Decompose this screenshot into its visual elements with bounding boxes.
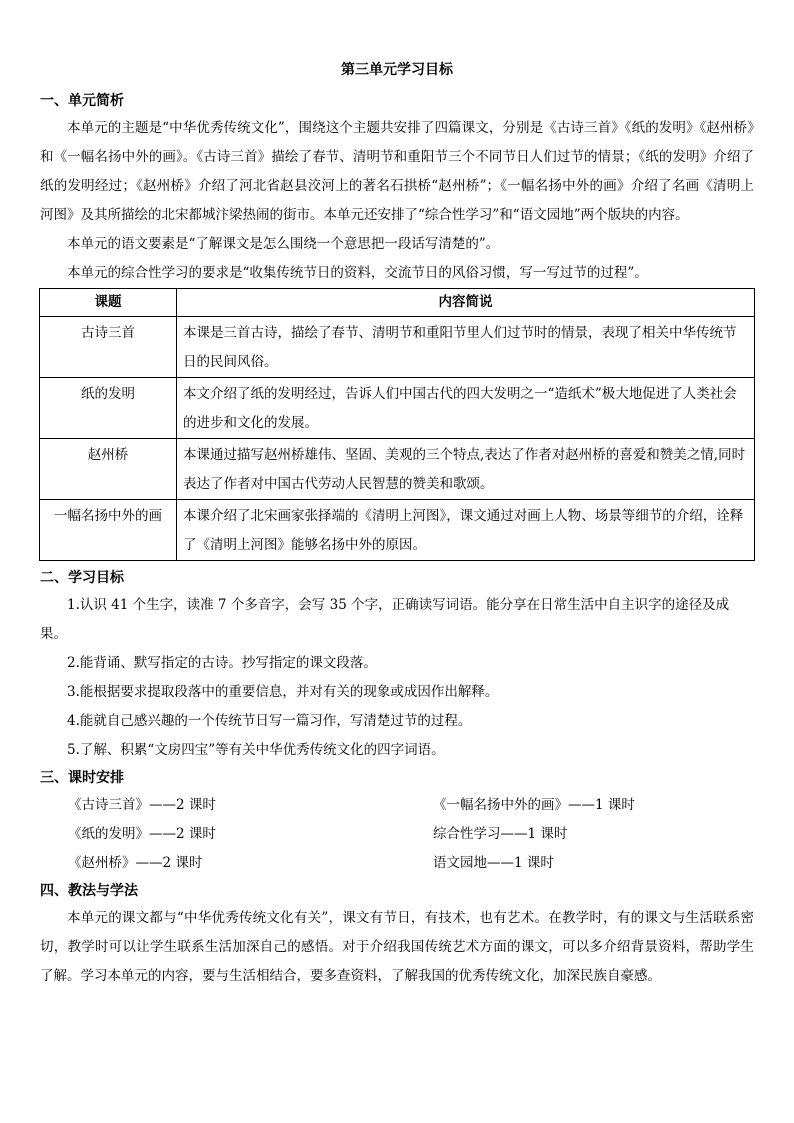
section1-paragraph-1: 本单元的主题是“中华优秀传统文化”，围绕这个主题共安排了四篇课文，分别是《古诗三首》《纸的发明》《赵州桥》和《一幅名扬中外的画》。《古诗三首》描绘了春节、清明节和重阳节三个不同节日人们过节的情景；《纸的发明》介绍了纸的发明经过；《赵州桥》介绍了河北省赵县洨河上的著名石拱桥“赵州桥”；《一幅名扬中外的画》介绍了名画《清明上河图》及其所描绘的北宋都城汴梁热闹的街市。本单元还安排了“综合性学习”和“语文园地”两个版块的内容。 [40, 120, 754, 223]
section1-heading: 一、单元简析 [40, 93, 124, 109]
goal-item: 3.能根据要求提取段落中的重要信息，并对有关的现象或成因作出解释。 [67, 684, 499, 700]
table-header-title: 课题 [40, 289, 177, 317]
table-header-content: 内容简说 [177, 289, 755, 317]
schedule-item: 《赵州桥》——2 课时 [68, 855, 203, 871]
lesson-table [39, 288, 755, 561]
table-row [40, 439, 755, 500]
table-cell-name: 纸的发明 [40, 378, 177, 439]
schedule-item: 语文园地——1 课时 [433, 855, 554, 871]
section3-heading: 三、课时安排 [40, 770, 124, 786]
section4-paragraph: 本单元的课文都与“中华优秀传统文化有关”，课文有节日，有技术，也有艺术。在教学时，有的课文与生活联系密切，教学时可以让学生联系生活加深自己的感悟。对于介绍我国传统艺术方面的课文，可以多介绍背景资料，帮助学生了解。学习本单元的内容，要与生活相结合，要多查资料，了解我国的优秀传统文化，加深民族自豪感。 [40, 910, 754, 984]
schedule-item: 《纸的发明》——2 课时 [68, 826, 216, 842]
table-cell-name: 古诗三首 [40, 317, 177, 378]
table-row [40, 378, 755, 439]
schedule-item: 综合性学习——1 课时 [433, 826, 568, 842]
goal-item: 2.能背诵、默写指定的古诗。抄写指定的课文段落。 [67, 655, 377, 671]
table-row [40, 500, 755, 561]
table-header-row [40, 289, 755, 317]
table-cell-name: 一幅名扬中外的画 [40, 500, 177, 561]
schedule-grid [68, 791, 754, 878]
table-cell-desc: 本文介绍了纸的发明经过，告诉人们中国古代的四大发明之一“造纸术”极大地促进了人类社会的进步和文化的发展。 [177, 378, 755, 439]
schedule-item: 《一幅名扬中外的画》——1 课时 [433, 797, 635, 813]
table-cell-desc: 本课介绍了北宋画家张择端的《清明上河图》，课文通过对画上人物、场景等细节的介绍，诠释了《清明上河图》能够名扬中外的原因。 [177, 500, 755, 561]
goal-item: 4.能就自己感兴趣的一个传统节日写一篇习作，写清楚过节的过程。 [67, 713, 472, 729]
section1-paragraph-2: 本单元的语文要素是“了解课文是怎么围绕一个意思把一段话写清楚的”。 [67, 236, 500, 252]
section1-paragraph-3: 本单元的综合性学习的要求是“收集传统节日的资料，交流节日的风俗习惯，写一写过节的过程”。 [67, 265, 648, 281]
schedule-item: 《古诗三首》——2 课时 [68, 797, 216, 813]
page-title: 第三单元学习目标 [341, 62, 453, 78]
table-cell-desc: 本课是三首古诗，描绘了春节、清明节和重阳节里人们过节时的情景，表现了相关中华传统节日的民间风俗。 [177, 317, 755, 378]
table-cell-desc: 本课通过描写赵州桥雄伟、坚固、美观的三个特点,表达了作者对赵州桥的喜爱和赞美之情,同时表达了作者对中国古代劳动人民智慧的赞美和歌颂。 [177, 439, 755, 500]
section2-heading: 二、学习目标 [40, 570, 124, 586]
section4-heading: 四、教法与学法 [40, 883, 138, 899]
table-cell-name: 赵州桥 [40, 439, 177, 500]
table-row [40, 317, 755, 378]
goal-item: 1.认识 41 个生字，读准 7 个多音字，会写 35 个字，正确读写词语。能分享在日常生活中自主识字的途径及成果。 [40, 597, 730, 642]
goal-item: 5.了解、积累“文房四宝”等有关中华优秀传统文化的四字词语。 [67, 742, 445, 758]
document-page [40, 60, 754, 991]
